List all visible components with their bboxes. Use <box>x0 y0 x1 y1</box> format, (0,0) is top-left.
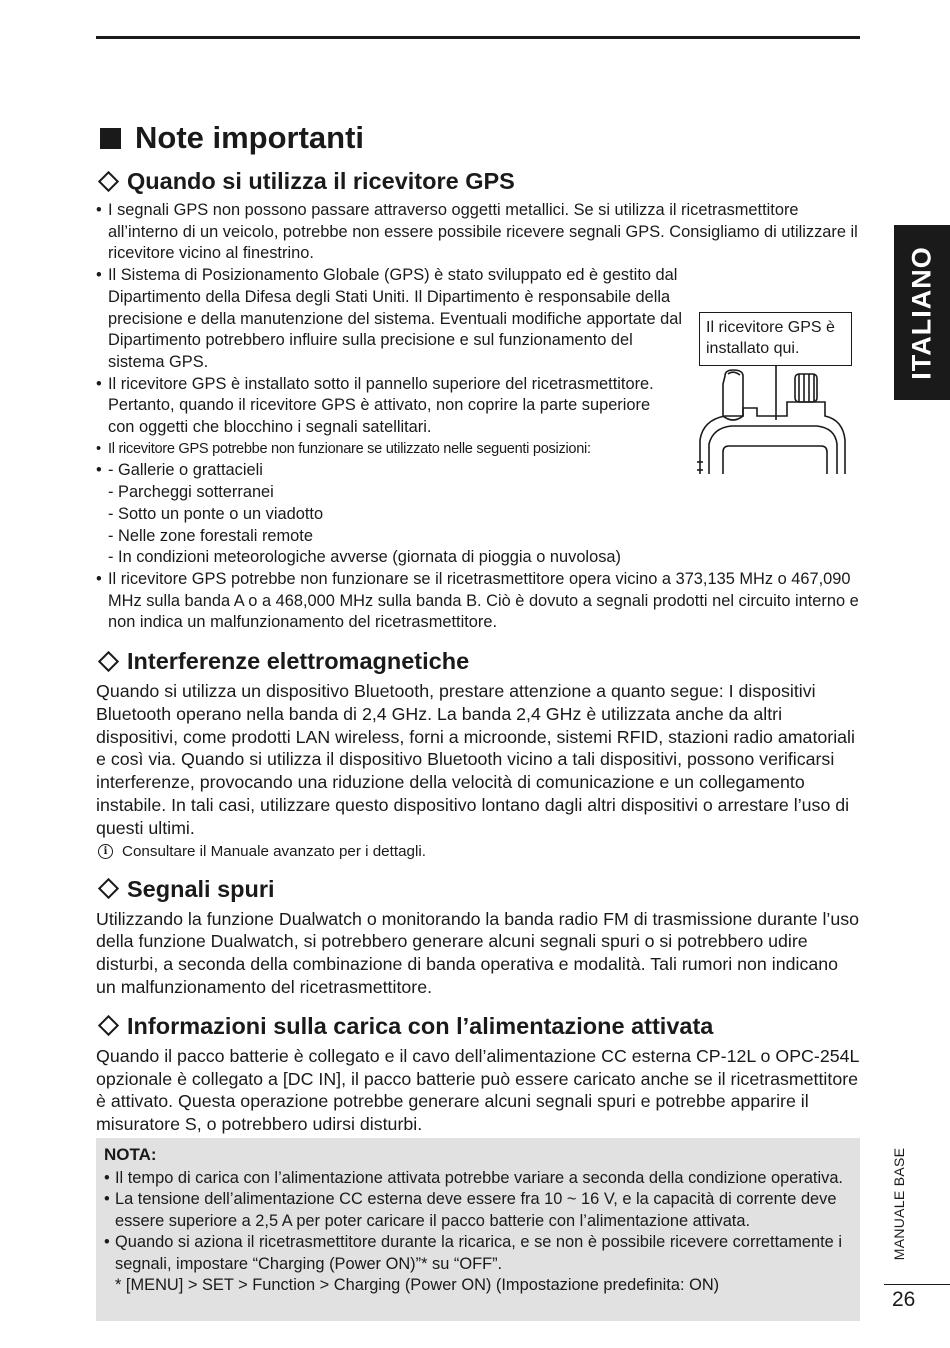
page-number-rule <box>884 1284 950 1285</box>
section-charging <box>96 1011 860 1136</box>
list-item: • - Gallerie o grattacieli <box>108 461 263 480</box>
list-item: • Il Sistema di Posizionamento Globale (GPS) è stato sviluppato ed è gestito dal Dipartimento della Difesa degli Stati Uniti. Il Dipartimento è responsabile della precisione e della manutenzione del sistema. Eventuali modifiche apportate dal Dipartimento potrebbero influire sulla precisione e sul funzionamento del sistema GPS. <box>96 265 683 374</box>
section-heading-text: Segnali spuri <box>127 875 275 902</box>
section-heading-text: Informazioni sulla carica con l’alimentazione attivata <box>127 1012 714 1039</box>
list-item: • Il ricevitore GPS potrebbe non funzionare se utilizzato nelle seguenti posizioni: <box>96 439 860 461</box>
nota-footnote: * [MENU] > SET > Function > Charging (Power ON) (Impostazione predefinita: ON) <box>115 1276 720 1295</box>
language-tab-label: ITALIANO <box>906 245 937 380</box>
square-bullet-icon <box>100 128 121 149</box>
section-heading <box>96 874 860 904</box>
section-emi <box>96 646 860 862</box>
nota-box <box>96 1138 860 1321</box>
list-item: - Parcheggi sotterranei <box>108 483 274 502</box>
top-rule <box>96 36 860 39</box>
section-spurious <box>96 874 860 999</box>
section-heading <box>96 1011 860 1041</box>
nota-list <box>104 1168 848 1275</box>
diamond-icon <box>98 1015 119 1036</box>
manual-label <box>884 1145 914 1263</box>
diamond-icon <box>98 170 119 191</box>
list-item: • La tensione dell’alimentazione CC esterna deve essere fra 10 ~ 16 V, e la capacità di corrente deve essere superiore a 2,5 A per poter caricare il pacco batterie con l’alimentazione attivata. <box>104 1189 848 1232</box>
section-heading-text: Quando si utilizza il ricevitore GPS <box>127 168 515 194</box>
list-item: - Nelle zone forestali remote <box>108 526 313 545</box>
section-heading-text: Interferenze elettromagnetiche <box>127 648 470 675</box>
diamond-icon <box>98 650 119 671</box>
section-body: Utilizzando la funzione Dualwatch o monitorando la banda radio FM di trasmissione durante l’uso della funzione Dualwatch, si potrebbero generare alcuni segnali spuri o si potrebbero udire disturbi, a seconda della combinazione di banda operativa e modalità. Tali rumori non indicano un malfunzionamento del ricetrasmettitore. <box>96 908 860 998</box>
page-title <box>96 118 860 158</box>
diamond-icon <box>98 878 119 899</box>
section-heading <box>96 646 860 676</box>
info-text: Consultare il Manuale avanzato per i dettagli. <box>122 842 426 860</box>
list-item: - In condizioni meteorologiche avverse (giornata di pioggia o nuvolosa) <box>108 548 621 567</box>
page-title-text: Note importanti <box>135 120 365 155</box>
page-number: 26 <box>892 1288 916 1311</box>
nota-title: NOTA: <box>104 1145 157 1164</box>
section-body: Quando il pacco batterie è collegato e il cavo dell’alimentazione CC esterna CP-12L o OPC-254L opzionale è collegato a [DC IN], il pacco batterie può essere caricato anche se il ricetrasmettitore è attivato. Questa operazione potrebbe generare alcuni segnali spuri e potrebbe apparire il misuratore S, o potrebbero udirsi disturbi. <box>96 1045 859 1135</box>
list-item: • Il ricevitore GPS potrebbe non funzionare se il ricetrasmettitore opera vicino a 373,135 MHz o 467,090 MHz sulla banda A o a 468,000 MHz sulla banda B. Ciò è dovuto a segnali prodotti nel circuito interno e non indica un malfunzionamento del ricetrasmettitore. <box>96 569 860 634</box>
info-icon: i <box>98 844 113 859</box>
list-item: • Quando si aziona il ricetrasmettitore durante la ricarica, e se non è possibile ricevere correttamente i segnali, impostare “Charging (Power ON)”* su “OFF”. <box>104 1232 848 1275</box>
section-body: Quando si utilizza un dispositivo Bluetooth, prestare attenzione a quanto segue: I dispositivi Bluetooth operano nella banda di 2,4 GHz. La banda 2,4 GHz è utilizzata anche da altri dispositivi, come prodotti LAN wireless, forni a microonde, sistemi RFID, stazioni radio amatoriali e così via. Quando si utilizza il dispositivo Bluetooth vicino a tali dispositivi, possono verificarsi interferenze, provocando una riduzione della velocità di comunicazione e un collegamento instabile. In tali casi, utilizzare questo dispositivo lontano dagli altri dispositivi o arrestare l’uso di questi ultimi. <box>96 681 855 838</box>
list-item: • I segnali GPS non possono passare attraverso oggetti metallici. Se si utilizza il ricetrasmettitore all’interno di un veicolo, potrebbe non essere possibile ricevere segnali GPS. Consigliamo di utilizzare il ricevitore vicino al finestrino. <box>96 200 860 265</box>
section-heading <box>96 166 860 196</box>
list-item: • Il tempo di carica con l’alimentazione attivata potrebbe variare a seconda della condizione operativa. <box>104 1168 848 1189</box>
list-item: • Il ricevitore GPS è installato sotto il pannello superiore del ricetrasmettitore. Pertanto, quando il ricevitore GPS è attivato, non coprire la parte superiore con oggetti che blocchino i segnali satellitari. <box>96 374 668 439</box>
list-item: - Sotto un ponte o un viadotto <box>108 504 324 523</box>
manual-label-text: MANUALE BASE <box>891 1147 907 1261</box>
language-tab <box>894 225 950 400</box>
main-content <box>96 118 860 1148</box>
info-note <box>96 842 860 862</box>
gps-location-callout: Il ricevitore GPS è installato qui. <box>699 312 852 366</box>
